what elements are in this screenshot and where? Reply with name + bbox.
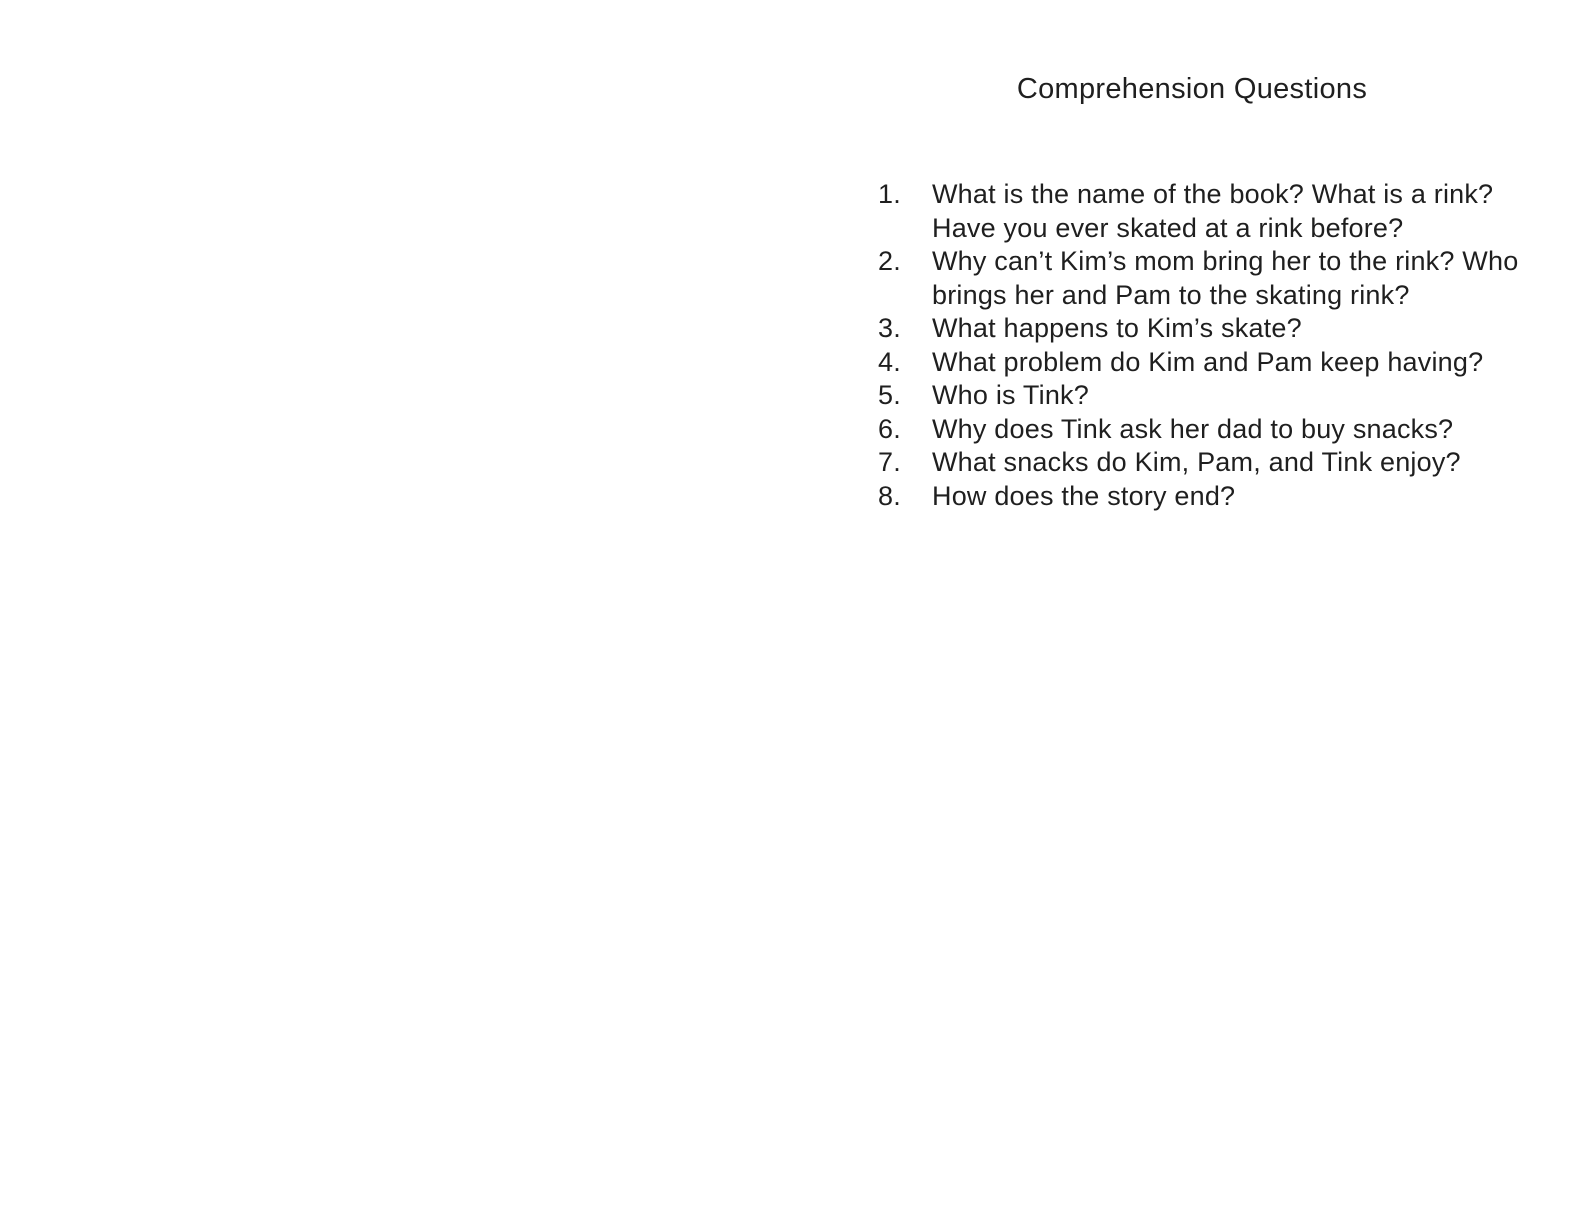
- question-item: [862, 480, 1522, 514]
- question-number: 5.: [878, 380, 901, 410]
- question-number: 3.: [878, 313, 901, 343]
- question-item: [862, 446, 1522, 480]
- question-item: [862, 312, 1522, 346]
- question-number: 2.: [878, 246, 901, 276]
- question-text: What happens to Kim’s skate?: [932, 313, 1302, 343]
- question-item: [862, 379, 1522, 413]
- question-number: 1.: [878, 179, 901, 209]
- question-text: Why can’t Kim’s mom bring her to the rink? Who brings her and Pam to the skating rink?: [932, 246, 1519, 310]
- question-text: Who is Tink?: [932, 380, 1089, 410]
- question-text: What is the name of the book? What is a rink? Have you ever skated at a rink before?: [932, 179, 1494, 243]
- question-text: What problem do Kim and Pam keep having?: [932, 346, 1484, 377]
- question-item: [862, 413, 1522, 447]
- question-number: 4.: [878, 346, 901, 377]
- question-item: [862, 346, 1522, 380]
- question-number: 6.: [878, 413, 901, 444]
- content-column: [862, 72, 1522, 513]
- page-title: Comprehension Questions: [1016, 73, 1368, 105]
- question-list: [862, 178, 1522, 513]
- question-text: What snacks do Kim, Pam, and Tink enjoy?: [932, 447, 1461, 477]
- question-item: [862, 178, 1522, 245]
- question-item: [862, 245, 1522, 312]
- question-text: How does the story end?: [932, 480, 1236, 511]
- question-number: 8.: [878, 480, 901, 511]
- question-number: 7.: [878, 447, 901, 477]
- question-text: Why does Tink ask her dad to buy snacks?: [932, 413, 1454, 444]
